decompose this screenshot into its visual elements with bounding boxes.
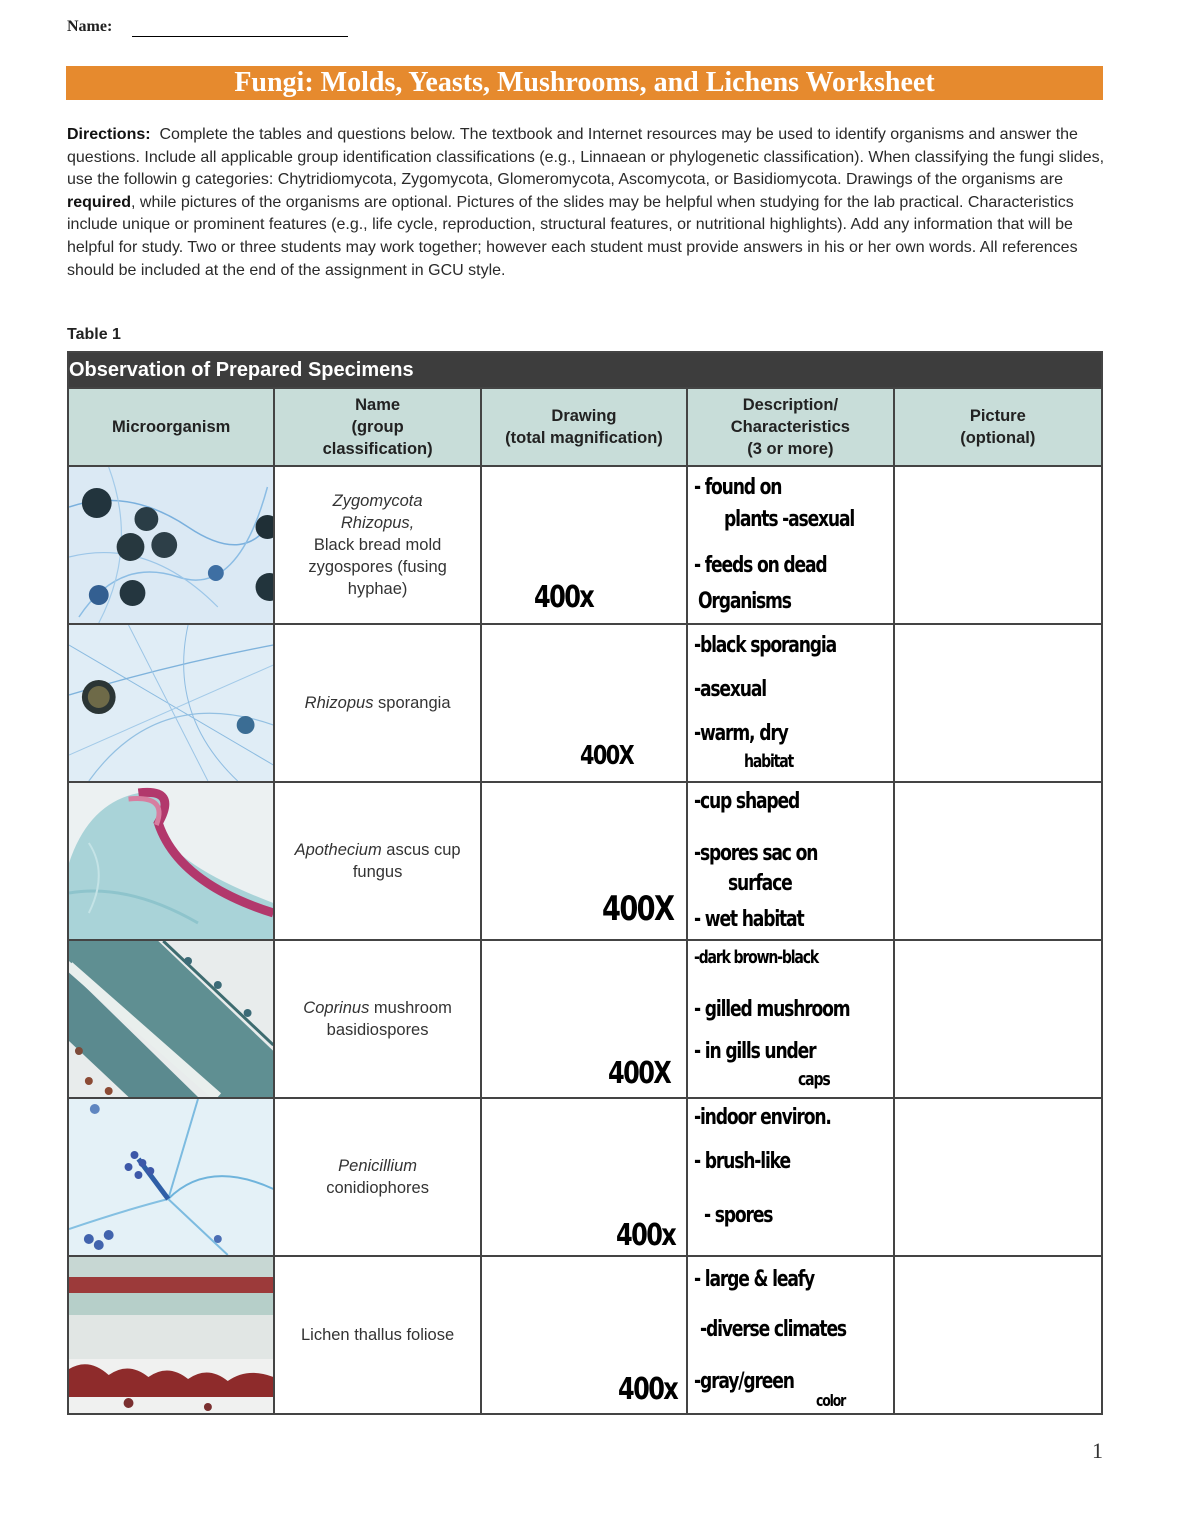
table-label: Table 1 <box>67 326 121 343</box>
picture-cell <box>894 466 1102 624</box>
picture-cell <box>894 1256 1102 1414</box>
magnification-label: 400x <box>615 1218 675 1253</box>
picture-cell <box>894 940 1102 1098</box>
micrograph-apothecium <box>68 782 274 940</box>
drawing-cell <box>481 1098 687 1256</box>
magnification-label: 400X <box>579 741 633 771</box>
table-caption: Observation of Prepared Specimens <box>68 352 1102 388</box>
name-underline <box>132 36 348 37</box>
micrograph-lichen <box>68 1256 274 1414</box>
table-row <box>68 624 1102 782</box>
directions-text-2: , while pictures of the organisms are optional. Pictures of the slides may be helpful when studying for the lab practical. Characteristics include unique or prominent features (e.g., life cycle, reproduction, structural features, or nutritional highlights). Add any information that will be helpful for study. Two or three students may work together; however each student must provide answers in his or her own words. All references should be included at the end of the assignment in GCU style. <box>67 193 1078 279</box>
magnification-label: 400x <box>617 1372 677 1407</box>
magnification-label: 400X <box>601 889 674 929</box>
table-row <box>68 466 1102 624</box>
specimen-name: Lichen thallus foliose <box>274 1256 480 1414</box>
page-number: 1 <box>1092 1438 1103 1463</box>
description-cell: - found on plants -asexual - feeds on dead Organisms <box>687 466 893 624</box>
header-microorganism: Microorganism <box>68 388 274 466</box>
specimen-name: Zygomycota Rhizopus, Black bread mold zygospores (fusing hyphae) <box>274 466 480 624</box>
magnification-label: 400X <box>607 1056 670 1091</box>
directions-required: required <box>67 193 132 211</box>
micrograph-rhizopus-sporangia <box>68 624 274 782</box>
name-label: Name: <box>67 18 113 35</box>
drawing-cell <box>481 466 687 624</box>
picture-cell <box>894 782 1102 940</box>
header-drawing: Drawing (total magnification) <box>481 388 687 466</box>
description-cell: - large & leafy -diverse climates -gray/green color <box>687 1256 893 1414</box>
drawing-cell <box>481 1256 687 1414</box>
worksheet-title: Fungi: Molds, Yeasts, Mushrooms, and Lichens Worksheet <box>66 66 1103 100</box>
drawing-cell <box>481 624 687 782</box>
specimen-name: Penicillium conidiophores <box>274 1098 480 1256</box>
header-description: Description/ Characteristics (3 or more) <box>687 388 893 466</box>
micrograph-penicillium <box>68 1098 274 1256</box>
directions-paragraph <box>67 124 1112 282</box>
specimen-name: Rhizopus sporangia <box>274 624 480 782</box>
drawing-cell <box>481 782 687 940</box>
micrograph-rhizopus-zygospores <box>68 466 274 624</box>
specimen-name: Apothecium ascus cup fungus <box>274 782 480 940</box>
specimen-name: Coprinus mushroom basidiospores <box>274 940 480 1098</box>
table-row <box>68 940 1102 1098</box>
table-row <box>68 782 1102 940</box>
description-cell: -black sporangia -asexual -warm, dry habitat <box>687 624 893 782</box>
picture-cell <box>894 624 1102 782</box>
drawing-cell <box>481 940 687 1098</box>
directions-text-1: Complete the tables and questions below. The textbook and Internet resources may be used to identify organisms and answer the questions. Include all applicable group identification classifications (e.g., Linnaean or phylogenetic classification). When classifying the fungi slides, use the followin g categories: Chytridiomycota, Zygomycota, Glomeromycota, Ascomycota, or Basidiomycota. Drawings of the organisms are <box>67 126 1105 189</box>
table-row <box>68 1256 1102 1414</box>
magnification-label: 400x <box>533 580 593 615</box>
micrograph-coprinus <box>68 940 274 1098</box>
description-cell: -cup shaped -spores sac on surface - wet habitat <box>687 782 893 940</box>
picture-cell <box>894 1098 1102 1256</box>
specimens-table <box>67 351 1103 1415</box>
description-cell: -indoor environ. - brush-like - spores <box>687 1098 893 1256</box>
header-name: Name (group classification) <box>274 388 480 466</box>
table-row <box>68 1098 1102 1256</box>
description-cell: -dark brown-black - gilled mushroom - in gills under caps <box>687 940 893 1098</box>
directions-label: Directions: <box>67 126 151 143</box>
header-picture: Picture (optional) <box>894 388 1102 466</box>
